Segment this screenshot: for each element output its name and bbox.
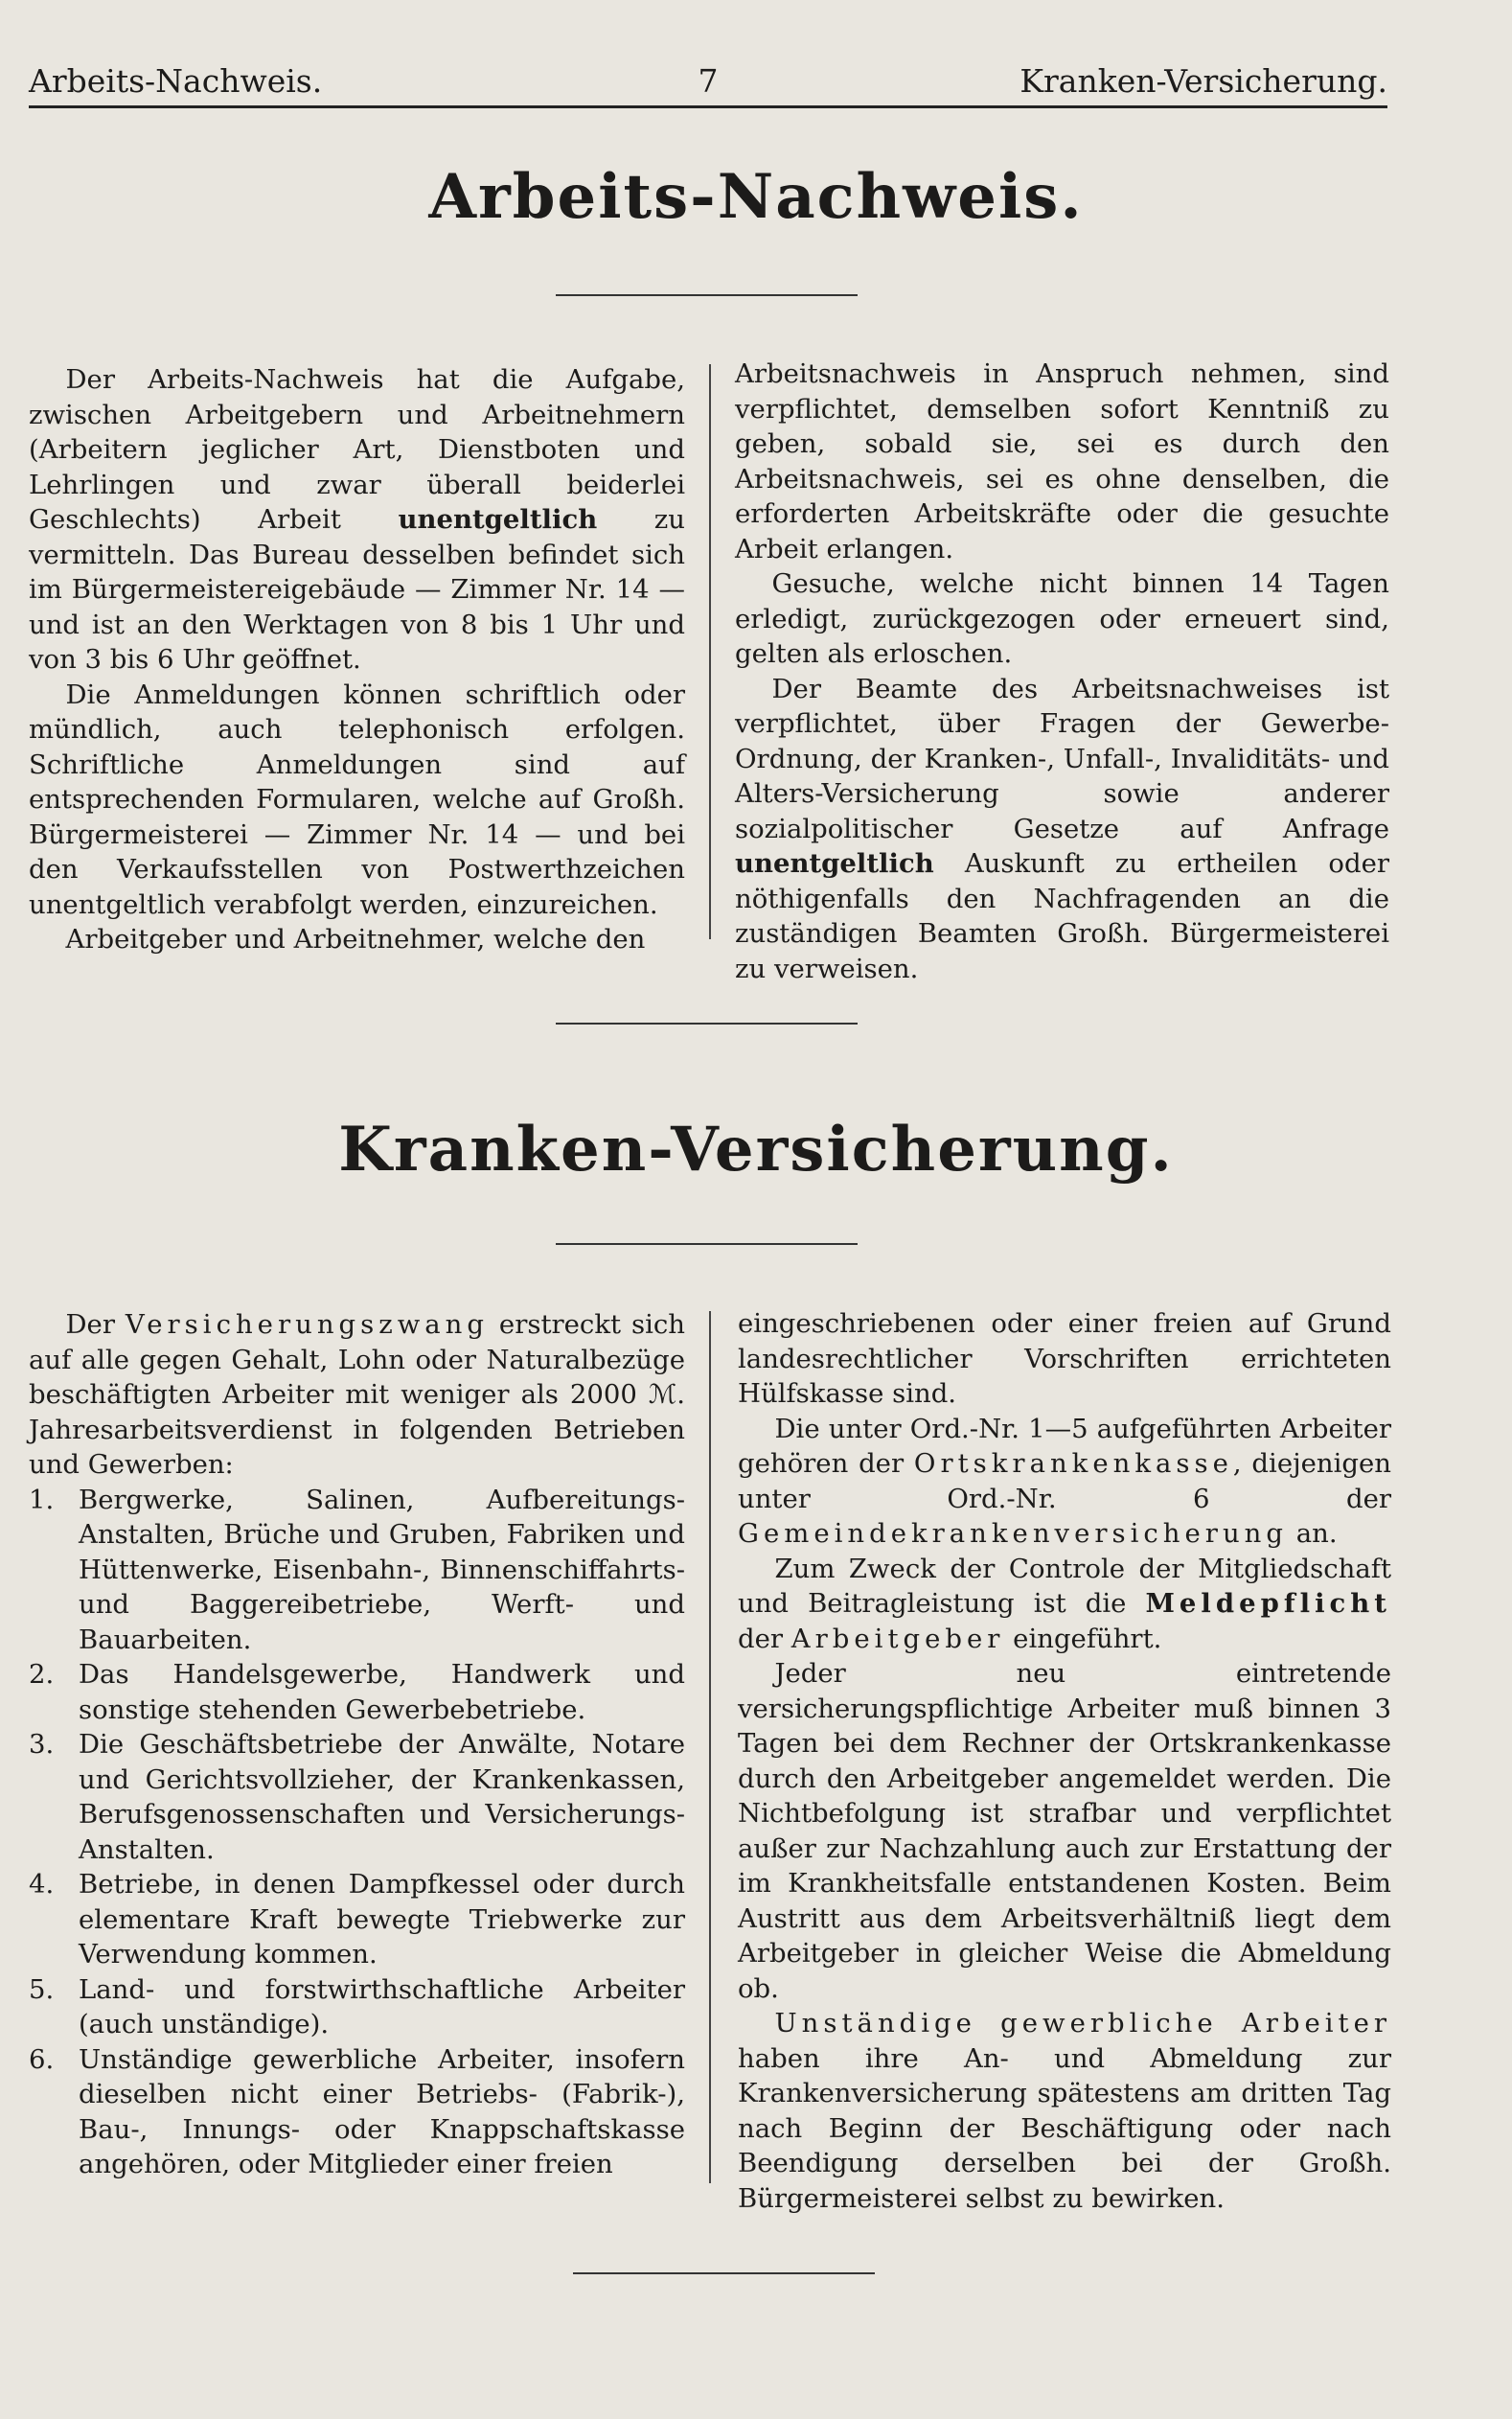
paragraph: Gesuche, welche nicht binnen 14 Tagen erledigt, zurückgezogen oder erneuert sind, gelten als erloschen. bbox=[735, 568, 1389, 669]
text: an. bbox=[1295, 1518, 1338, 1549]
section-divider-rule bbox=[556, 1023, 858, 1025]
text: der bbox=[738, 1623, 784, 1654]
text: Die unter Ord.-Nr. 1—5 aufgeführten Arbeiter gehören der bbox=[738, 1413, 1391, 1479]
list-item bbox=[29, 2042, 685, 2182]
header-left-title: Arbeits-Nachweis. bbox=[29, 62, 323, 100]
paragraph: Die Anmeldungen können schriftlich oder mündlich, auch telephonisch erfolgen. Schriftliche Anmeldungen sind auf entsprechenden Formularen, welche auf Großh. Bürgermeisterei — Zimmer Nr. 14 — und bei den Verkaufsstellen von Postwerthzeichen unentgeltlich verabfolgt werden, einzureichen. bbox=[29, 679, 685, 920]
list-text: Land- und forstwirthschaftliche Arbeiter (auch unständige). bbox=[79, 1973, 685, 2039]
section2-right-column bbox=[738, 1306, 1391, 2216]
spaced-emphasis-text: Arbeitgeber bbox=[790, 1623, 1005, 1654]
column-separator bbox=[709, 364, 711, 939]
emphasis-text: unentgeltlich bbox=[735, 848, 934, 879]
spaced-emphasis-text: Ortskrankenkasse bbox=[913, 1448, 1233, 1479]
title-rule bbox=[556, 1243, 858, 1245]
trade-list bbox=[29, 1483, 685, 2182]
list-item bbox=[29, 1972, 685, 2042]
text: Der bbox=[65, 1309, 115, 1340]
text: Auskunft zu ertheilen oder nöthigenfalls den Nachfragenden an die zuständigen Beamten Großh. Bürgermeisterei zu verweisen. bbox=[735, 848, 1389, 984]
text: erstreckt sich auf alle gegen Gehalt, Lohn oder Naturalbezüge beschäftigten Arbeiter mit weniger als 2000 ℳ. Jahresarbeitsverdienst in folgenden Betrieben und Gewerben: bbox=[29, 1309, 685, 1480]
paragraph bbox=[29, 1307, 685, 1483]
section-title-arbeits-nachweis: Arbeits-Nachweis. bbox=[428, 161, 1084, 233]
spaced-emphasis-text: Meldepflicht bbox=[1145, 1588, 1391, 1619]
paragraph bbox=[29, 362, 685, 678]
section2-left-column bbox=[29, 1307, 685, 2182]
text: , diejenigen unter Ord.-Nr. 6 der bbox=[738, 1448, 1391, 1514]
paragraph: Arbeitsnachweis in Anspruch nehmen, sind verpflichtet, demselben sofort Kenntniß zu geben, sobald sie, sei es durch den Arbeitsnachweis, sei es ohne denselben, die erforderten Arbeitskräfte oder die gesuchte Arbeit erlangen. bbox=[735, 358, 1389, 564]
text: eingeführt. bbox=[1013, 1623, 1162, 1654]
list-text: Das Handelsgewerbe, Handwerk und sonstige stehenden Gewerbebetriebe. bbox=[79, 1659, 685, 1725]
paragraph bbox=[735, 672, 1389, 987]
text: zu vermitteln. Das Bureau desselben befindet sich im Bürgermeistereigebäude — Zimmer Nr. 14 — und ist an den Werktagen von 8 bis 1 Uhr und von 3 bis 6 Uhr geöffnet. bbox=[29, 504, 685, 675]
list-item bbox=[29, 1483, 685, 1658]
section1-right-column bbox=[735, 357, 1389, 986]
header-right-title: Kranken-Versicherung. bbox=[1019, 62, 1387, 100]
spaced-emphasis-text: Gemeindekrankenversicherung bbox=[738, 1518, 1288, 1549]
list-text: Die Geschäftsbetriebe der Anwälte, Notare und Gerichtsvollzieher, der Krankenkassen, Berufsgenossenschaften und Versicherungs-Anstalten. bbox=[79, 1729, 685, 1865]
paragraph bbox=[738, 1552, 1391, 1657]
paragraph: Jeder neu eintretende versicherungspflichtige Arbeiter muß binnen 3 Tagen bei dem Rechner der Ortskrankenkasse durch den Arbeitgeber angemeldet werden. Die Nichtbefolgung ist strafbar und verpflichtet außer zur Nachzahlung auch zur Erstattung der im Krankheitsfalle entstandenen Kosten. Beim Austritt aus dem Arbeitsverhältniß liegt dem Arbeitgeber in gleicher Weise die Abmeldung ob. bbox=[738, 1658, 1391, 2004]
text: Der Arbeits-Nachweis hat die Aufgabe, zwischen Arbeitgebern und Arbeitnehmern (Arbeitern jeglicher Art, Dienstboten und Lehrlingen und zwar überall beiderlei Geschlechts) Arbeit bbox=[29, 364, 685, 535]
paragraph: Arbeitgeber und Arbeitnehmer, welche den bbox=[65, 924, 646, 955]
section-title-kranken-versicherung: Kranken-Versicherung. bbox=[338, 1114, 1174, 1186]
page-number: 7 bbox=[698, 62, 719, 100]
running-header bbox=[29, 58, 1387, 108]
paragraph: eingeschriebenen oder einer freien auf Grund landesrechtlicher Vorschriften errichteten Hülfskasse sind. bbox=[738, 1308, 1391, 1409]
list-item bbox=[29, 1867, 685, 1972]
list-number: 6. bbox=[29, 2043, 55, 2075]
emphasis-text: unentgeltlich bbox=[398, 504, 598, 535]
list-item bbox=[29, 1657, 685, 1727]
list-number: 1. bbox=[29, 1484, 55, 1515]
spaced-emphasis-text: Versicherungszwang bbox=[125, 1309, 489, 1340]
end-rule bbox=[573, 2272, 875, 2274]
text: Der Beamte des Arbeitsnachweises ist verpflichtet, über Fragen der Gewerbe-Ordnung, der Kranken-, Unfall-, Invaliditäts- und Alters-Versicherung sowie anderer sozialpolitischer Gesetze auf Anfrage bbox=[735, 673, 1389, 844]
text: Zum Zweck der Controle der Mitgliedschaft und Beitragleistung ist die bbox=[738, 1553, 1391, 1619]
list-text: Betriebe, in denen Dampfkessel oder durch elementare Kraft bewegte Triebwerke zur Verwendung kommen. bbox=[79, 1869, 685, 1970]
list-number: 5. bbox=[29, 1973, 55, 2005]
section1-left-column bbox=[29, 362, 685, 957]
list-text: Unständige gewerbliche Arbeiter, insofern dieselben nicht einer Betriebs- (Fabrik-), Bau-, Innungs- oder Knappschaftskasse angehören, oder Mitglieder einer freien bbox=[79, 2043, 685, 2179]
list-number: 4. bbox=[29, 1869, 55, 1900]
paragraph bbox=[738, 2006, 1391, 2216]
spaced-emphasis-text: Unständige gewerbliche Arbeiter bbox=[774, 2008, 1391, 2039]
list-item bbox=[29, 1727, 685, 1867]
title-rule bbox=[556, 294, 858, 296]
list-text: Bergwerke, Salinen, Aufbereitungs-Anstalten, Brüche und Gruben, Fabriken und Hüttenwerke, Eisenbahn-, Binnenschiffahrts- und Baggereibetriebe, Werft- und Bauarbeiten. bbox=[79, 1484, 685, 1655]
list-number: 2. bbox=[29, 1659, 55, 1690]
paragraph bbox=[738, 1412, 1391, 1552]
column-separator bbox=[709, 1311, 711, 2183]
text: haben ihre An- und Abmeldung zur Krankenversicherung spätestens am dritten Tag nach Beginn der Beschäftigung oder nach Beendigung derselben bei der Großh. Bürgermeisterei selbst zu bewirken. bbox=[738, 2042, 1391, 2214]
list-number: 3. bbox=[29, 1729, 55, 1760]
